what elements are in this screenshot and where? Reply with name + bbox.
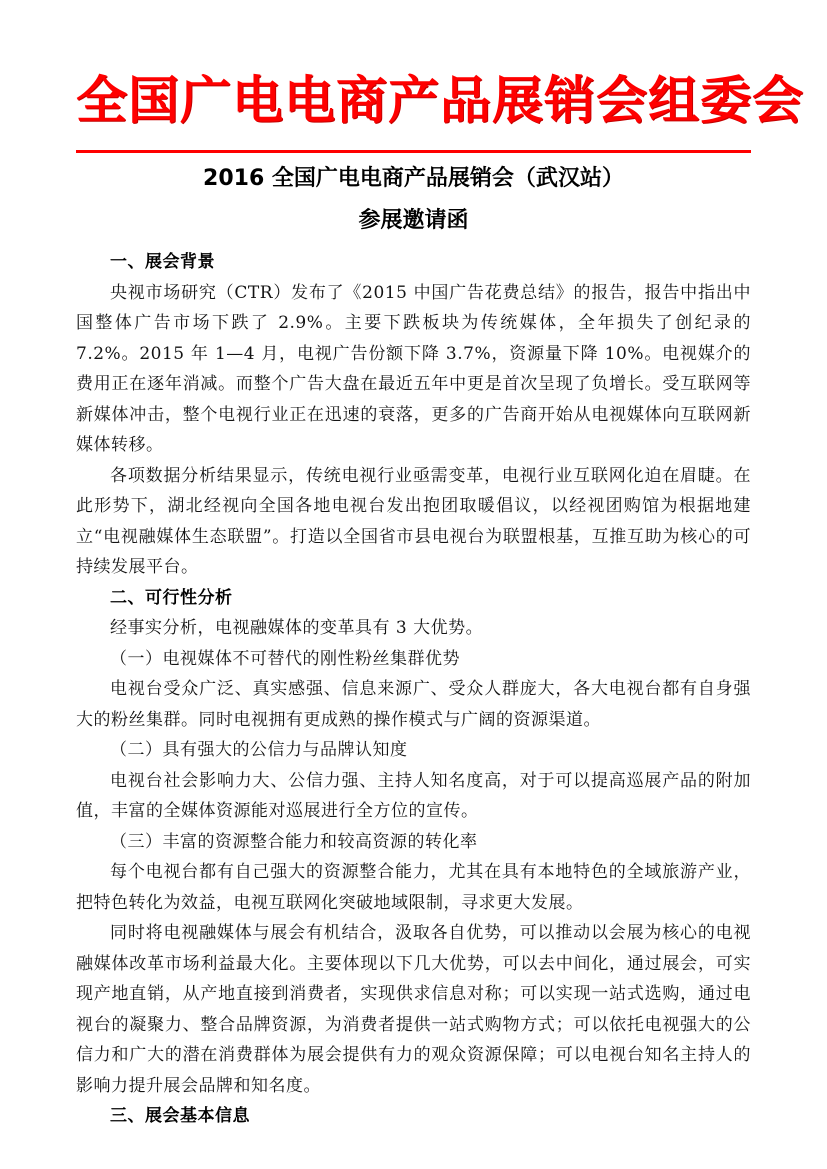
paragraph: 每个电视台都有自己强大的资源整合能力，尤其在具有本地特色的全域旅游产业，把特色转化为效益，电视互联网化突破地域限制，寻求更大发展。: [76, 862, 751, 913]
paragraph: 电视台社会影响力大、公信力强、主持人知名度高，对于可以提高巡展产品的附加值，丰富的全媒体资源能对巡展进行全方位的宣传。: [76, 770, 751, 821]
paragraph: （三）丰富的资源整合能力和较高资源的转化率: [110, 831, 478, 852]
paragraph: 经事实分析，电视融媒体的变革具有 3 大优势。: [110, 618, 484, 638]
section-2-heading: 二、可行性分析: [110, 587, 233, 608]
paragraph: （一）电视媒体不可替代的刚性粉丝集群优势: [110, 648, 460, 669]
paragraph: 央视市场研究（CTR）发布了《2015 中国广告花费总结》的报告，报告中指出中国整体广告市场下跌了 2.9%。主要下跌板块为传统媒体，全年损失了创纪录的 7.2%。2015 年 1—4 月，电视广告份额下降 3.7%，资源量下降 10%。电视媒介的费用正在逐年消减。而整个广告大盘在最近五年中更是首次呈现了负增长。受互联网等新媒体冲击，整个电视行业正在迅速的衰落，更多的广告商开始从电视媒体向互联网新媒体转移。: [76, 282, 751, 455]
paragraph: 各项数据分析结果显示，传统电视行业亟需变革，电视行业互联网化迫在眉睫。在此形势下，湖北经视向全国各地电视台发出抱团取暖倡议，以经视团购馆为根据地建立“电视融媒体生态联盟”。打造以全国省市县电视台为联盟根基，互推互助为核心的可持续发展平台。: [76, 465, 751, 577]
section-1-heading: 一、展会背景: [110, 252, 215, 272]
doc-subtitle: 参展邀请函: [358, 208, 469, 233]
org-title: 全国广电电商产品展销会组委会: [76, 71, 805, 131]
header-rule: [76, 150, 751, 153]
document-body: [76, 247, 751, 1132]
paragraph: （二）具有强大的公信力与品牌认知度: [110, 740, 408, 760]
event-title: 2016 全国广电电商产品展销会（武汉站）: [203, 166, 624, 191]
section-3-heading: 三、展会基本信息: [110, 1106, 250, 1126]
paragraph: 同时将电视融媒体与展会有机结合，汲取各自优势，可以推动以会展为核心的电视融媒体改革市场利益最大化。主要体现以下几大优势，可以去中间化，通过展会，可实现产地直销，从产地直接到消费者，实现供求信息对称；可以实现一站式选购，通过电视台的凝聚力、整合品牌资源，为消费者提供一站式购物方式；可以依托电视强大的公信力和广大的潜在消费群体为展会提供有力的观众资源保障；可以电视台知名主持人的影响力提升展会品牌和知名度。: [76, 923, 751, 1096]
paragraph: 电视台受众广泛、真实感强、信息来源广、受众人群庞大，各大电视台都有自身强大的粉丝集群。同时电视拥有更成熟的操作模式与广阔的资源渠道。: [76, 679, 751, 730]
